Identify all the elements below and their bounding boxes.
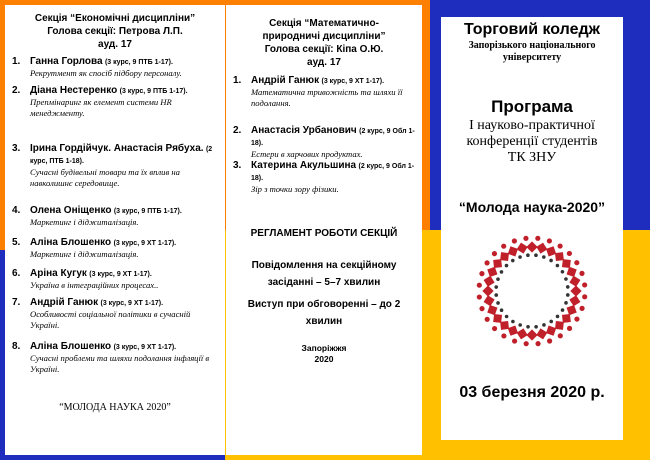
city: Запоріжжя xyxy=(301,343,347,353)
student-group: (3 курс, 9 ХТ 1-17). xyxy=(113,344,177,351)
program-title: Програма xyxy=(491,97,573,116)
student-group: (2 курс, ПТБ 1-18). xyxy=(30,146,213,165)
report-topic: Рекрутмент як спосіб підбору персоналу. xyxy=(30,68,182,78)
student-group: (3 курс, 9 ПТБ 1-17). xyxy=(113,208,182,215)
list-item xyxy=(12,56,218,79)
report-topic: Математична тривожність та шляхи її подолання. xyxy=(251,87,403,108)
panel-economics xyxy=(5,5,225,455)
report-topic: Україна в інтеграційних процесах.. xyxy=(30,280,159,290)
item-number: 8. xyxy=(12,341,21,352)
list-item xyxy=(12,143,218,189)
item-number: 1. xyxy=(12,56,21,67)
item-number: 2. xyxy=(12,85,21,96)
student-name: Аліна Блошенко xyxy=(30,237,112,248)
item-number: 7. xyxy=(12,297,21,308)
student-name: Ірина Гордійчук. Анастасія Рябуха. xyxy=(30,143,204,154)
list-item xyxy=(12,297,218,331)
student-group: (2 курс, 9 Обл 1-18). xyxy=(251,163,415,182)
report-topic: Препмінаринг як елемент системи HR менеджменту. xyxy=(30,97,172,118)
conference-title: I науково-практичної конференції студентів ТК ЗНУ xyxy=(466,118,598,165)
list-item xyxy=(233,160,419,195)
college-name: Торговий коледж xyxy=(463,21,600,38)
list-item xyxy=(12,268,218,291)
report-topic: Маркетинг і діджиталізація. xyxy=(30,217,139,227)
year: 2020 xyxy=(314,354,334,364)
student-group: (3 курс, 9 ХТ 1-17). xyxy=(89,271,152,278)
student-name: Ганна Горлова xyxy=(30,56,103,67)
student-group: (3 курс, 9 ПТБ 1-17). xyxy=(104,59,173,66)
student-name: Анастасія Урбанович xyxy=(251,125,357,136)
student-name: Олена Оніщенко xyxy=(30,205,112,216)
reg-title: РЕГЛАМЕНТ РОБОТИ СЕКЦІЙ xyxy=(250,228,398,239)
item-number: 5. xyxy=(12,237,21,248)
student-group: (3 курс, 9 ПТБ 1-17). xyxy=(119,88,188,95)
item-number: 1. xyxy=(233,75,242,86)
student-group: (2 курс, 9 Обл 1-18). xyxy=(251,128,415,147)
student-name: Катерина Акульшина xyxy=(251,160,357,171)
panel-cover xyxy=(441,17,623,440)
item-number: 3. xyxy=(12,143,21,154)
section-room: ауд. 17 xyxy=(307,57,341,68)
list-item xyxy=(233,125,419,160)
reg-rule-1: Повідомлення на секційному засіданні – 5–7 хвилин xyxy=(251,260,397,288)
ornament-wreath-icon xyxy=(472,231,592,351)
section-head: Голова секції: Кіпа О.Ю. xyxy=(264,44,384,55)
student-name: Андрій Ганюк xyxy=(251,75,320,86)
student-group: (3 курс, 9 ХТ 1-17). xyxy=(113,240,177,247)
panel-math xyxy=(226,5,422,455)
footer-text: “МОЛОДА НАУКА 2020” xyxy=(59,402,171,413)
student-name: Андрій Ганюк xyxy=(30,297,99,308)
item-number: 6. xyxy=(12,268,21,279)
section-head: Голова секції: Петрова Л.П. xyxy=(47,26,183,37)
section-title: Секція “Економічні дисципліни” xyxy=(34,13,196,24)
list-item xyxy=(12,85,218,119)
item-number: 3. xyxy=(233,160,242,171)
list-item xyxy=(12,341,218,375)
list-item xyxy=(12,237,218,260)
conference-date: 03 березня 2020 р. xyxy=(459,384,605,401)
student-group: (3 курс, 9 ХТ 1-17). xyxy=(321,78,385,85)
section-room: ауд. 17 xyxy=(98,39,132,50)
university-name: Запорізького національного університету xyxy=(468,40,596,63)
report-topic: Естери в харчових продуктах. xyxy=(251,149,363,159)
student-name: Аріна Кугук xyxy=(30,268,87,279)
reg-rule-2: Виступ при обговоренні – до 2 хвилин xyxy=(247,299,401,327)
list-item xyxy=(12,205,218,228)
report-topic: Сучасні будівельні товари та їх вплив на навколишнє середовище. xyxy=(30,167,180,188)
report-topic: Сучасні проблеми та шляхи подолання інфляції в Україні. xyxy=(30,353,210,374)
list-item xyxy=(233,75,419,109)
section-title: Секція “Математично-природничі дисципліни” xyxy=(262,18,386,42)
item-number: 2. xyxy=(233,125,242,136)
student-name: Аліна Блошенко xyxy=(30,341,112,352)
report-topic: Особливості соціальної політики в сучасній Україні. xyxy=(30,309,191,330)
item-number: 4. xyxy=(12,205,21,216)
report-topic: Маркетинг і діджиталізація. xyxy=(30,249,139,259)
conference-name: “Молода наука-2020” xyxy=(458,199,606,215)
report-topic: Зір з точки зору фізики. xyxy=(251,184,339,194)
student-name: Діана Нестеренко xyxy=(30,85,118,96)
student-group: (3 курс, 9 ХТ 1-17). xyxy=(100,300,164,307)
